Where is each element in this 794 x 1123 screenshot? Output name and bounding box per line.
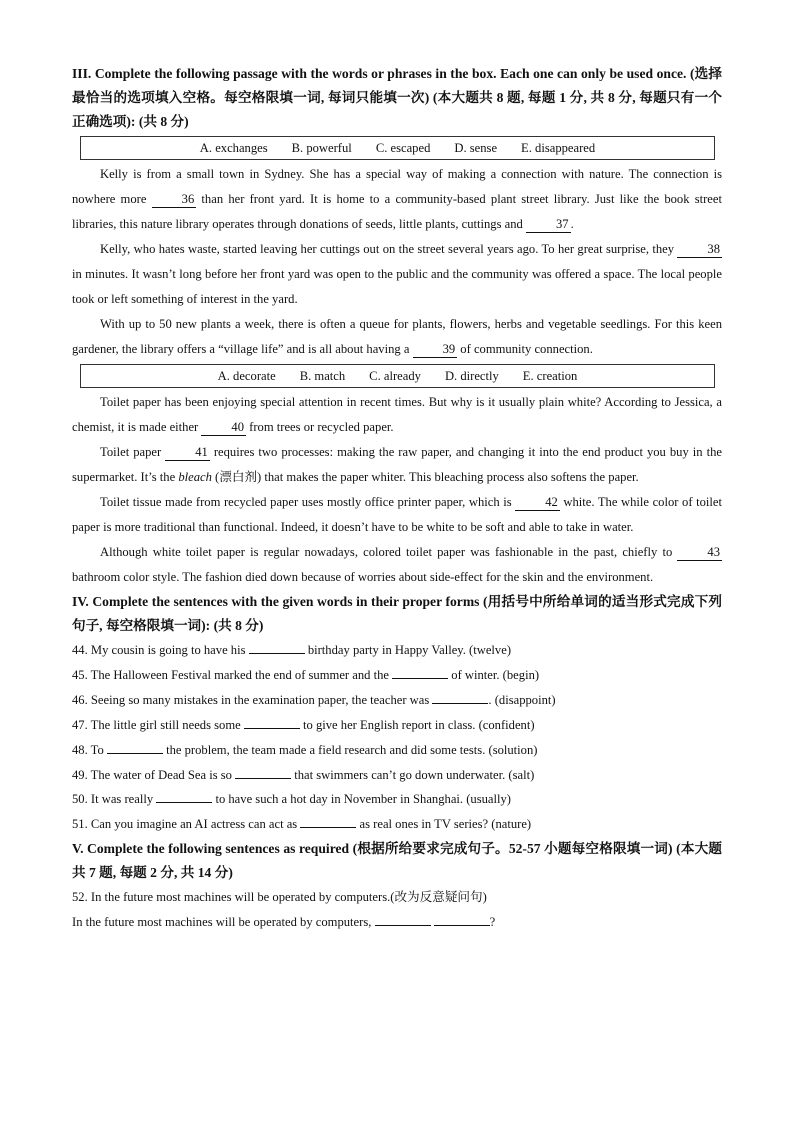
section-3-heading: III. Complete the following passage with the words or phrases in the box. Each one can only be used once. (选择最恰当的选项填入空格。每空格限填一词, 每词只能填一次) (本大题共 8 题, 每题 1 分, 共 8 分, 每题只有一个正确选项): (共 8 分) bbox=[72, 66, 722, 129]
option-a: A. exchanges bbox=[199, 140, 268, 155]
option-e: E. disappeared bbox=[521, 140, 596, 155]
blank-43[interactable]: 43 bbox=[677, 544, 722, 561]
question-47: 47. The little girl still needs some to give her English report in class. (confident) bbox=[72, 717, 535, 732]
answer-blank[interactable] bbox=[432, 691, 488, 704]
option-d: D. sense bbox=[454, 140, 498, 155]
word-box-1 bbox=[80, 136, 715, 160]
question-46: 46. Seeing so many mistakes in the examination paper, the teacher was . (disappoint) bbox=[72, 692, 556, 707]
paragraph-6: Toilet tissue made from recycled paper uses mostly office printer paper, which is 42 white. The while color of toilet paper is more traditional than functional. Indeed, it doesn’t have to be white to be soft and able to take in water. bbox=[72, 495, 722, 534]
worksheet-page bbox=[72, 62, 722, 935]
word-box-2 bbox=[80, 364, 715, 388]
paragraph-5: Toilet paper 41 requires two processes: making the raw paper, and changing it into the end product you buy in the supermarket. It’s the bleach (漂白剂) that makes the paper whiter. This bleaching process also softens the paper. bbox=[72, 445, 722, 484]
option-e: E. creation bbox=[522, 368, 578, 383]
paragraph-3: With up to 50 new plants a week, there is often a queue for plants, flowers, herbs and vegetable seedlings. For this keen gardener, the library offers a “village life” and is all about having a 39 of community connection. bbox=[72, 317, 722, 356]
option-c: C. already bbox=[369, 368, 421, 383]
option-b: B. powerful bbox=[291, 140, 352, 155]
question-50: 50. It was really to have such a hot day in November in Shanghai. (usually) bbox=[72, 792, 511, 807]
blank-39[interactable]: 39 bbox=[413, 341, 458, 358]
option-a: A. decorate bbox=[217, 368, 276, 383]
section-5-heading: V. Complete the following sentences as required (根据所给要求完成句子。52-57 小题每空格限填一词) (本大题共 7 题, 每题 2 分, 共 14 分) bbox=[72, 841, 722, 881]
blank-41[interactable]: 41 bbox=[165, 444, 210, 461]
question-49: 49. The water of Dead Sea is so that swimmers can’t go down underwater. (salt) bbox=[72, 767, 535, 782]
paragraph-2: Kelly, who hates waste, started leaving her cuttings out on the street several years ago. To her great surprise, they 38 in minutes. It wasn’t long before her front yard was open to the public and the community was offered a space. The local people took or left something of interest in the yard. bbox=[72, 242, 722, 306]
question-48: 48. To the problem, the team made a field research and did some tests. (solution) bbox=[72, 742, 538, 757]
answer-blank[interactable] bbox=[156, 790, 212, 803]
blank-40[interactable]: 40 bbox=[201, 419, 246, 436]
blank-36[interactable]: 36 bbox=[152, 191, 197, 208]
answer-blank[interactable] bbox=[392, 666, 448, 679]
question-45: 45. The Halloween Festival marked the end of summer and the of winter. (begin) bbox=[72, 667, 540, 682]
answer-blank[interactable] bbox=[244, 716, 300, 729]
section-4-heading: IV. Complete the sentences with the given words in their proper forms (用括号中所给单词的适当形式完成下列句子, 每空格限填一词): (共 8 分) bbox=[72, 594, 722, 633]
blank-38[interactable]: 38 bbox=[677, 241, 722, 258]
answer-blank[interactable] bbox=[235, 766, 291, 779]
answer-blank-1[interactable] bbox=[375, 913, 431, 926]
question-51: 51. Can you imagine an AI actress can act as as real ones in TV series? (nature) bbox=[72, 817, 532, 832]
option-c: C. escaped bbox=[375, 140, 431, 155]
paragraph-7: Although white toilet paper is regular nowadays, colored toilet paper was fashionable in the past, chiefly to 43 bathroom color style. The fashion died down because of worries about side-effect for the skin and the environment. bbox=[72, 545, 720, 584]
answer-blank-2[interactable] bbox=[434, 913, 490, 926]
paragraph-1: Kelly is from a small town in Sydney. She has a special way of making a connection with nature. The connection is nowhere more 36 than her front yard. It is home to a community-based plant street library. Just like the book street libraries, this nature library operates through donations of seeds, little plants, cuttings and 37 . bbox=[72, 167, 722, 231]
answer-blank[interactable] bbox=[249, 641, 305, 654]
option-b: B. match bbox=[299, 368, 346, 383]
answer-blank[interactable] bbox=[300, 815, 356, 828]
blank-37[interactable]: 37 bbox=[526, 216, 571, 233]
question-44: 44. My cousin is going to have his birthday party in Happy Valley. (twelve) bbox=[72, 643, 512, 657]
blank-42[interactable]: 42 bbox=[515, 494, 560, 511]
question-52-answer-line: In the future most machines will be operated by computers, ? bbox=[72, 915, 496, 930]
option-d: D. directly bbox=[444, 368, 499, 383]
answer-blank[interactable] bbox=[107, 741, 163, 754]
paragraph-4: Toilet paper has been enjoying special attention in recent times. But why is it usually plain white? According to Jessica, a chemist, it is made either 40 from trees or recycled paper. bbox=[72, 395, 722, 434]
question-52: 52. In the future most machines will be operated by computers.(改为反意疑问句) bbox=[72, 890, 487, 905]
